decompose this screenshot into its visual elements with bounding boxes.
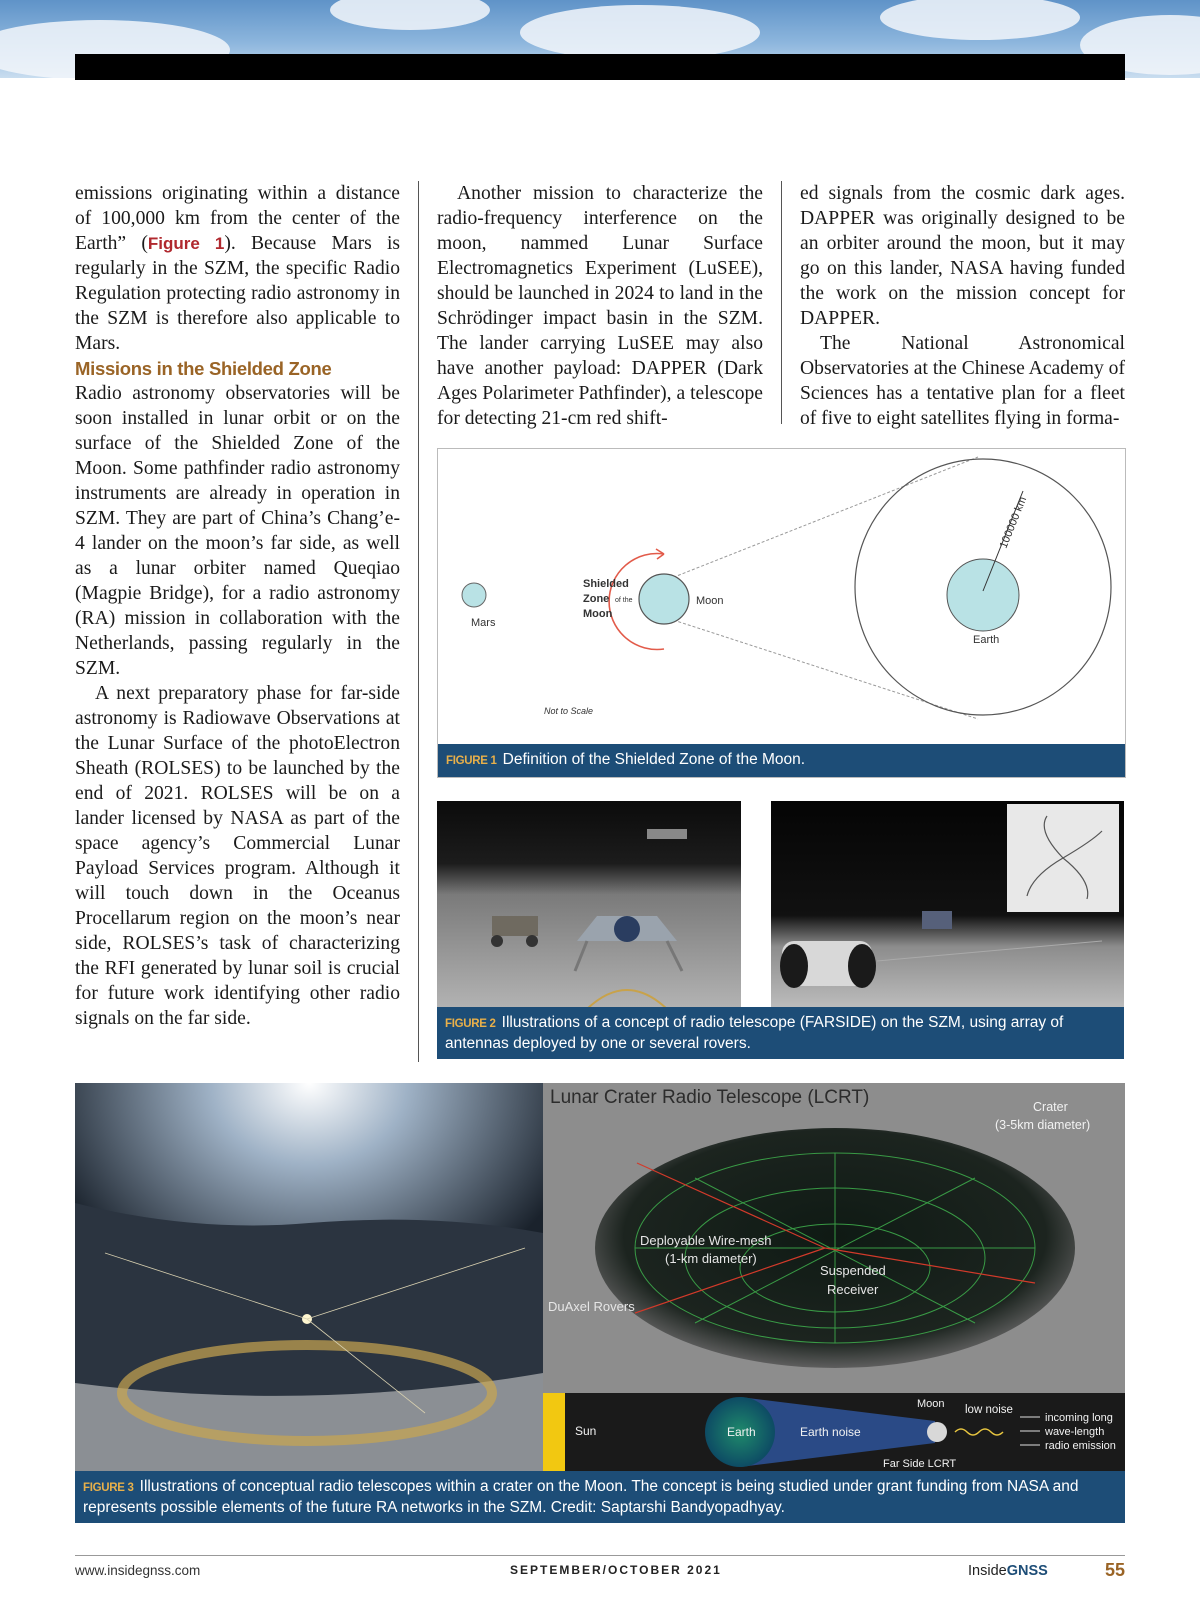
orbiter xyxy=(647,829,687,839)
moon-label: Moon xyxy=(696,595,724,607)
paragraph-text: emissions originating within a distance of 100,000 km from the center of the Earth” ( xyxy=(75,183,400,254)
earth-noise-label: Earth noise xyxy=(800,1425,861,1439)
sun-label: Sun xyxy=(575,1424,597,1438)
szm-label-line1: Shielded xyxy=(583,578,629,590)
text-column-1 xyxy=(75,181,400,1031)
scale-note: Not to Scale xyxy=(544,706,594,716)
sun-shape xyxy=(543,1393,565,1471)
distant-lander xyxy=(922,911,952,929)
section-heading: Missions in the Shielded Zone xyxy=(75,358,332,379)
footer-rule xyxy=(75,1555,1125,1556)
figure-label: FIGURE 2 xyxy=(445,1018,496,1030)
column-divider xyxy=(418,181,419,1062)
incoming-label-2: wave-length xyxy=(1045,1426,1105,1438)
page-number: 55 xyxy=(1105,1560,1126,1580)
footer-issue-date: SEPTEMBER/OCTOBER 2021 xyxy=(510,1563,722,1577)
crater-label: Crater xyxy=(1033,1100,1068,1114)
paragraph: Another mission to characterize the radio-frequency interference on the moon, nammed Lunar Surface Electromagnetics Experiment (LuSEE), should be launched in 2024 to land in the Schrödinger impact basin in the SZM. The lander carrying LuSEE may also have another payload: DAPPER (Dark Ages Polarimeter Pathfinder), a telescope for detecting 21-cm red shift- xyxy=(437,183,763,429)
moon-shape xyxy=(927,1422,947,1442)
text-column-2 xyxy=(437,181,763,431)
szm-label-ofthe: of the xyxy=(615,597,633,604)
incoming-label-1: incoming long xyxy=(1045,1412,1113,1424)
figure-3-caption xyxy=(75,1471,1125,1523)
szm-label-line3: Moon xyxy=(583,608,613,620)
paragraph-text: ). Because Mars is regularly in the SZM, the specific Radio Regulation protecting radio astronomy in the SZM is therefore also applicable to Mars. xyxy=(75,233,401,354)
figure-label: FIGURE 3 xyxy=(83,1482,134,1494)
receiver-label-2: Receiver xyxy=(827,1282,879,1297)
low-noise-label: low noise xyxy=(965,1404,1013,1416)
brand-plain: Inside xyxy=(968,1563,1007,1579)
receiver-label-1: Suspended xyxy=(820,1263,886,1278)
moon-circle xyxy=(639,574,689,624)
earth-circle xyxy=(947,559,1019,631)
szm-label-line2: Zone xyxy=(583,593,610,605)
farside-illustrations xyxy=(437,801,1124,1009)
paragraph: A next preparatory phase for far-side astronomy is Radiowave Observations at the Lunar Surface of the photoElectron Sheath (ROLSES) to be launched by the end of 2021. ROLSES will be on a lander licensed by NASA as part of the space agency’s Commercial Lunar Payload Services program. Although it will touch down in the Oceanus Procellarum region on the moon’s near side, ROLSES’s task of characterizing the RFI generated by lunar soil is crucial for future work identifying other radio signals on the far side. xyxy=(75,683,400,1029)
crater-size-label: (3-5km diameter) xyxy=(995,1118,1091,1132)
header-black-bar xyxy=(75,54,1125,80)
panel-gap xyxy=(741,801,771,1009)
paragraph: Radio astronomy observatories will be soon installed in lunar orbit or on the surface of the Shielded Zone of the Moon. Some pathfinder radio astronomy instruments are already in operation in SZM. They are part of China’s Chang’e-4 lander on the moon’s far side, as well as a lunar orbiter named Queqiao (Magpie Bridge), for a radio astronomy (RA) mission in collaboration with the Netherlands, passing regularly in the SZM. xyxy=(75,383,400,679)
lcrt-title: Lunar Crater Radio Telescope (LCRT) xyxy=(550,1087,870,1108)
rovers-label: DuAxel Rovers xyxy=(548,1299,635,1314)
moon-label: Moon xyxy=(917,1398,945,1410)
caption-text: Illustrations of conceptual radio telescopes within a crater on the Moon. The concept is being studied under grant funding from NASA and represents possible elements of the future RA networks in the SZM. Credit: Saptarshi Bandyopadhyay. xyxy=(83,1478,1079,1516)
footer-url[interactable]: www.insidegnss.com xyxy=(75,1563,201,1578)
caption-text: Definition of the Shielded Zone of the Moon. xyxy=(502,751,806,768)
figure-2 xyxy=(437,801,1124,1059)
wire-mesh-size-label: (1-km diameter) xyxy=(665,1251,757,1266)
column-divider xyxy=(781,181,782,424)
figure-1 xyxy=(437,448,1126,778)
earth-label: Earth xyxy=(973,634,1000,646)
figure-label: FIGURE 1 xyxy=(446,755,497,767)
text-column-3 xyxy=(800,181,1125,431)
rover xyxy=(492,916,538,936)
caption-text: Illustrations of a concept of radio telescope (FARSIDE) on the SZM, using array of antennas deployed by one or several rovers. xyxy=(445,1014,1064,1052)
wire-mesh-label: Deployable Wire-mesh xyxy=(640,1233,772,1248)
paragraph: ed signals from the cosmic dark ages. DAPPER was originally designed to be an orbiter around the moon, but it may go on this lander, NASA having funded the work on the mission concept for DAPPER. xyxy=(800,183,1125,329)
paragraph: The National Astronomical Observatories at the Chinese Academy of Sciences has a tentative plan for a fleet of five to eight satellites flying in forma- xyxy=(800,333,1125,429)
mars-label: Mars xyxy=(471,617,496,629)
shielded-zone-diagram xyxy=(438,449,1125,745)
earth-label: Earth xyxy=(727,1425,756,1439)
figure-1-caption xyxy=(438,744,1125,777)
footer-brand xyxy=(968,1563,1048,1579)
mars-circle xyxy=(462,583,486,607)
left-moon-scene xyxy=(437,801,741,1009)
figure-1-link[interactable]: Figure 1 xyxy=(147,234,225,253)
far-side-label: Far Side LCRT xyxy=(883,1458,957,1470)
radius-label: 100000 km xyxy=(997,495,1030,551)
paragraph xyxy=(75,181,400,356)
lander-antenna xyxy=(614,916,640,942)
figure-3 xyxy=(75,1083,1125,1523)
lcrt-illustrations xyxy=(75,1083,1125,1471)
brand-bold: GNSS xyxy=(1006,1563,1048,1579)
figure-2-caption xyxy=(437,1007,1124,1059)
cone-line-top xyxy=(664,457,978,581)
incoming-label-3: radio emission xyxy=(1045,1440,1116,1452)
